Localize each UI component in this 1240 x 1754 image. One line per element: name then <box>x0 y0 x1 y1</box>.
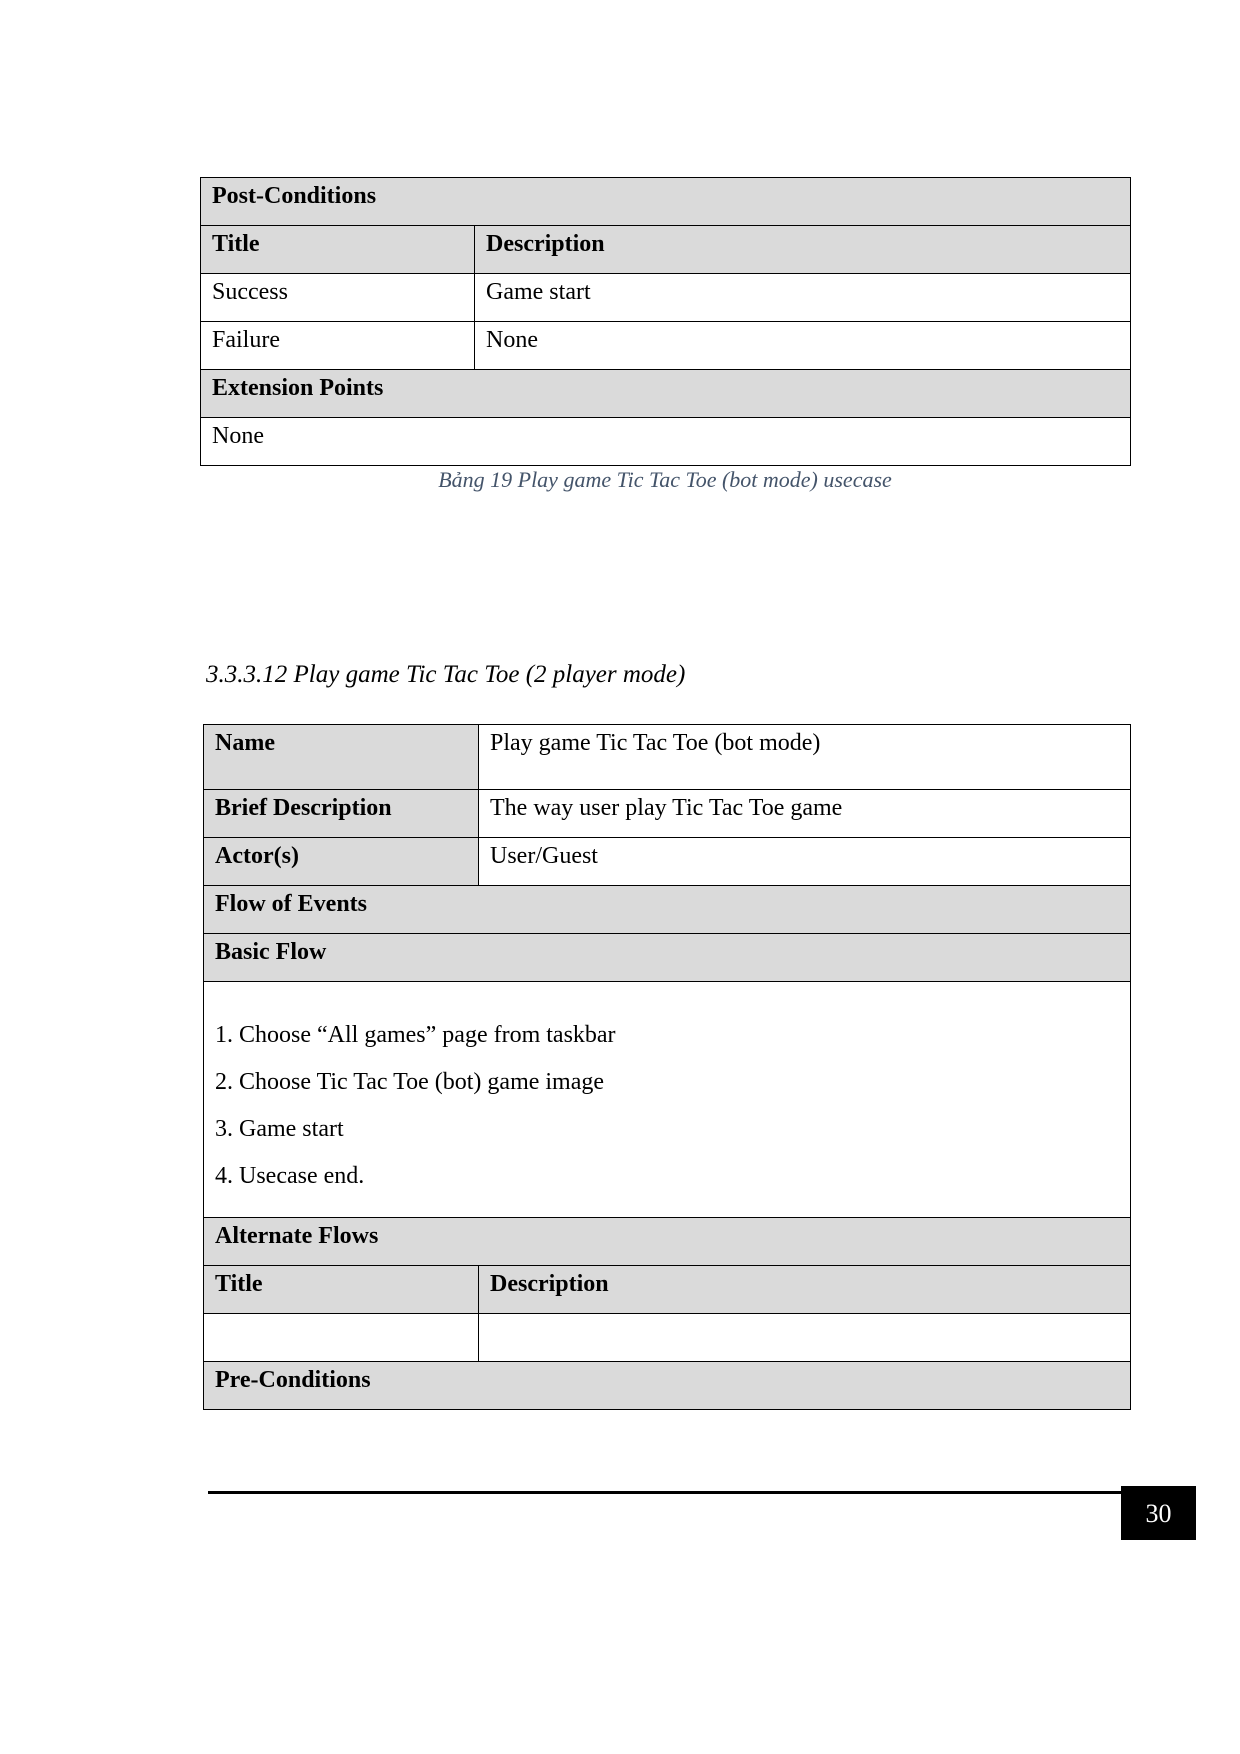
basic-flow-header: Basic Flow <box>204 934 1131 982</box>
pre-conditions-header: Pre-Conditions <box>204 1362 1131 1410</box>
extension-points-header: Extension Points <box>201 370 1131 418</box>
row-description: Game start <box>475 274 1131 322</box>
row-description: None <box>475 322 1131 370</box>
table-row <box>204 1314 1131 1362</box>
name-value: Play game Tic Tac Toe (bot mode) <box>479 725 1131 790</box>
list-item: 4. Usecase end. <box>215 1163 365 1189</box>
name-label: Name <box>204 725 479 790</box>
actors-label: Actor(s) <box>204 838 479 886</box>
page-number: 30 <box>1121 1486 1196 1540</box>
section-heading: 3.3.3.12 Play game Tic Tac Toe (2 player mode) <box>206 661 686 688</box>
list-item: 3. Game start <box>215 1116 344 1142</box>
table-caption: Bảng 19 Play game Tic Tac Toe (bot mode) usecase <box>438 467 892 492</box>
extension-points-value: None <box>201 418 1131 466</box>
usecase-table <box>203 724 1131 1410</box>
table-row <box>201 322 1131 370</box>
table-row <box>201 274 1131 322</box>
description-column-header: Description <box>475 226 1131 274</box>
title-column-header: Title <box>204 1266 479 1314</box>
post-conditions-header: Post-Conditions <box>201 178 1131 226</box>
flow-of-events-header: Flow of Events <box>204 886 1131 934</box>
title-column-header: Title <box>201 226 475 274</box>
row-title: Success <box>201 274 475 322</box>
empty-cell <box>204 1314 479 1362</box>
list-item: 2. Choose Tic Tac Toe (bot) game image <box>215 1069 605 1095</box>
post-conditions-table <box>200 177 1131 466</box>
list-item: 1. Choose “All games” page from taskbar <box>215 1022 616 1048</box>
alternate-flows-header: Alternate Flows <box>204 1218 1131 1266</box>
brief-description-label: Brief Description <box>204 790 479 838</box>
footer-divider <box>208 1491 1129 1494</box>
description-column-header: Description <box>479 1266 1131 1314</box>
row-title: Failure <box>201 322 475 370</box>
actors-value: User/Guest <box>479 838 1131 886</box>
brief-description-value: The way user play Tic Tac Toe game <box>479 790 1131 838</box>
empty-cell <box>479 1314 1131 1362</box>
basic-flow-steps <box>204 982 1131 1218</box>
